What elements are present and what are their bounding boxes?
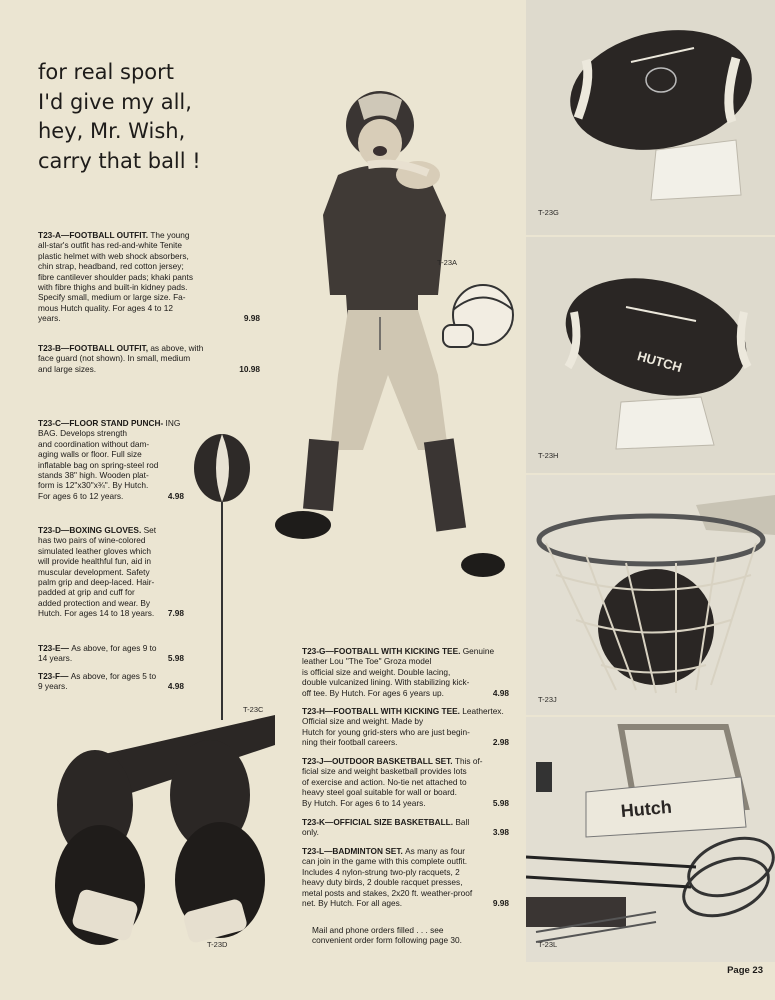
item-body-text: As above, for ages 5 to (70, 671, 157, 681)
description-line (38, 343, 260, 353)
description-line (302, 727, 509, 737)
item-body-text: 9 years. (38, 681, 68, 692)
description-line (38, 535, 184, 545)
description-line (302, 827, 509, 837)
item-t23k (302, 817, 509, 838)
item-body-text: has two pairs of wine-colored (38, 535, 146, 546)
item-body-text: face guard (not shown). In small, medium (38, 353, 191, 364)
item-body-text: will provide healthful fun, aid in (38, 556, 151, 567)
item-body-text: with fibre thighs and built-in kidney pads. (38, 282, 188, 293)
item-price: 10.98 (239, 363, 260, 374)
item-body-text: Specify small, medium or large size. Fa- (38, 292, 186, 303)
item-t23d (38, 525, 184, 619)
item-body-text: years. (38, 313, 61, 324)
description-line (38, 230, 260, 240)
description-line (302, 737, 509, 747)
item-t23b (38, 343, 260, 374)
item-body-text: As above, for ages 9 to (71, 643, 157, 653)
item-body-text: can join in the game with this complete outfit. (302, 856, 468, 867)
description-line (302, 688, 509, 698)
description-line (302, 756, 509, 766)
item-title: T23-F— (38, 671, 71, 681)
basketball-set-photo (526, 475, 775, 715)
item-title: T23-C—FLOOR STAND PUNCH- (38, 418, 166, 428)
item-t23l (302, 846, 509, 908)
item-price: 9.98 (243, 313, 260, 324)
item-body-text: padded at grip and cuff for (38, 587, 135, 598)
headline-line-2: I'd give my all, (38, 89, 192, 114)
item-price: 7.98 (167, 608, 184, 619)
description-line (38, 449, 184, 459)
item-title: T23-G—FOOTBALL WITH KICKING TEE. (302, 646, 463, 656)
item-title: T23-E— (38, 643, 72, 653)
description-line (302, 817, 509, 827)
item-price: 4.98 (167, 490, 184, 501)
description-line (38, 353, 260, 363)
item-body-text: By Hutch. For ages 6 to 14 years. (302, 797, 426, 808)
helmet-sketch-icon (443, 285, 513, 347)
item-body-text: metal posts and stakes, 2x20 ft. weather-proof (302, 887, 473, 898)
football-tee-photo-g (526, 0, 775, 235)
item-body-text: For ages 6 to 12 years. (38, 490, 124, 501)
item-body-text: As many as four (405, 846, 466, 856)
description-line (302, 867, 509, 877)
label-t23h: T-23H (538, 451, 559, 460)
item-price: 4.98 (492, 687, 509, 698)
item-price: 5.98 (167, 653, 184, 664)
item-t23j (302, 756, 509, 808)
item-title: T23-A—FOOTBALL OUTFIT. (38, 230, 151, 240)
football-player-image (268, 85, 518, 595)
description-line (302, 667, 509, 677)
order-note-line-2: convenient order form following page 30. (312, 935, 462, 946)
item-title: T23-D—BOXING GLOVES. (38, 525, 144, 535)
item-price: 9.98 (492, 898, 509, 909)
item-price: 5.98 (492, 797, 509, 808)
description-line (302, 677, 509, 687)
label-t23j: T-23J (538, 695, 557, 704)
item-body-text: all-star's outfit has red-and-white Tenite (38, 240, 182, 251)
item-body-text: form is 12"x30"x¾". By Hutch. (38, 480, 149, 491)
item-t23e (38, 643, 184, 664)
item-body-text: Leathertex. Official size and weight. Made by (302, 706, 504, 727)
item-body-text: mous Hutch quality. For ages 4 to 12 (38, 302, 173, 313)
order-note (312, 925, 512, 946)
label-t23l: T-23L (538, 940, 558, 949)
item-body-text: fibre cantilever shoulder pads; khaki pants (38, 271, 193, 282)
item-body-text: ficial size and weight basketball provides lots (302, 766, 467, 777)
description-line (38, 460, 184, 470)
item-body-text: and coordination without dam- (38, 438, 150, 449)
description-line (38, 251, 260, 261)
item-body-text: added protection and wear. By (38, 597, 151, 608)
item-body-text: 14 years. (38, 653, 73, 664)
order-note-line-1: Mail and phone orders filled . . . see (312, 925, 444, 935)
description-line (302, 846, 509, 856)
item-body-text: aging walls or floor. Full size (38, 449, 142, 460)
description-line (302, 888, 509, 898)
item-body-text: heavy duty birds, 2 double racquet presses, (302, 877, 463, 888)
item-body-text: as above, with (150, 343, 204, 353)
headline (38, 58, 298, 176)
item-body-text: Ball (455, 817, 470, 827)
label-t23d: T-23D (207, 940, 228, 949)
description-line (302, 777, 509, 787)
item-t23c (38, 418, 184, 501)
description-line (302, 646, 509, 667)
punching-bag-image (190, 430, 260, 730)
item-price: 2.98 (492, 737, 509, 748)
item-title: T23-J—OUTDOOR BASKETBALL SET. (302, 756, 455, 766)
item-body-text: palm grip and deep-laced. Hair- (38, 577, 155, 588)
description-line (38, 303, 260, 313)
item-body-text: Genuine leather Lou "The Toe" Groza model (302, 646, 495, 667)
item-body-text: This of- (454, 756, 483, 766)
box-brand-text: Hutch (619, 796, 673, 822)
item-t23g (302, 646, 509, 698)
item-body-text: ING BAG. Develops strength (38, 418, 181, 439)
description-line (38, 525, 184, 535)
description-line (38, 364, 260, 374)
description-line (302, 798, 509, 808)
description-line (38, 240, 260, 250)
ball-brand-text: HUTCH (635, 348, 684, 376)
item-body-text: muscular development. Safety (38, 566, 150, 577)
label-t23g: T-23G (538, 208, 559, 217)
item-body-text: The young (150, 230, 190, 240)
description-line (38, 292, 260, 302)
headline-line-4: carry that ball ! (38, 148, 201, 173)
item-body-text: ning their football careers. (302, 737, 398, 748)
item-body-text: net. By Hutch. For all ages. (302, 898, 403, 909)
item-body-text: of exercise and action. No-tie net attached to (302, 776, 467, 787)
description-line (302, 856, 509, 866)
description-line (38, 439, 184, 449)
item-body-text: simulated leather gloves which (38, 545, 151, 556)
label-t23c: T-23C (243, 705, 264, 714)
description-line (38, 681, 184, 691)
description-line (38, 577, 184, 587)
headline-line-3: hey, Mr. Wish, (38, 119, 186, 143)
headline-line-1: for real sport (38, 60, 175, 84)
item-title: T23-L—BADMINTON SET. (302, 846, 406, 856)
item-body-text: is official size and weight. Double lacing, (302, 666, 451, 677)
item-body-text: stands 38" high. Wooden plat- (38, 470, 149, 481)
item-title: T23-K—OFFICIAL SIZE BASKETBALL. (302, 817, 456, 827)
description-line (38, 261, 260, 271)
description-line (38, 567, 184, 577)
description-line (38, 480, 184, 490)
description-line (38, 643, 184, 653)
description-line (38, 587, 184, 597)
page-number: Page 23 (727, 965, 763, 976)
description-line (38, 671, 184, 681)
description-line (38, 282, 260, 292)
description-line (302, 766, 509, 776)
description-line (38, 418, 184, 439)
item-body-text: chin strap, headband, red cotton jersey; (38, 261, 184, 272)
description-line (302, 787, 509, 797)
item-title: T23-B—FOOTBALL OUTFIT, (38, 343, 151, 353)
description-line (302, 706, 509, 727)
description-line (38, 608, 184, 618)
description-line (38, 272, 260, 282)
description-line (38, 598, 184, 608)
football-tee-photo-h (526, 237, 775, 473)
item-body-text: Hutch for young grid-sters who are just begin- (302, 726, 470, 737)
item-t23f (38, 671, 184, 692)
item-price: 3.98 (492, 827, 509, 838)
item-body-text: double vulcanized lining. With stabilizing kick- (302, 677, 470, 688)
item-price: 4.98 (167, 681, 184, 692)
description-line (302, 898, 509, 908)
item-body-text: Hutch. For ages 14 to 18 years. (38, 608, 155, 619)
item-body-text: inflatable bag on spring-steel rod (38, 459, 159, 470)
description-line (38, 546, 184, 556)
label-t23a: T-23A (437, 258, 458, 267)
product-photo-column (526, 0, 775, 1000)
item-body-text: off tee. By Hutch. For ages 6 years up. (302, 687, 444, 698)
item-t23a (38, 230, 260, 324)
item-body-text: plastic helmet with web shock absorbers, (38, 250, 189, 261)
item-title: T23-H—FOOTBALL WITH KICKING TEE. (302, 706, 463, 716)
item-body-text: Includes 4 nylon-strung two-ply racquets, 2 (302, 866, 460, 877)
item-body-text: heavy steel goal suitable for wall or board. (302, 787, 457, 798)
item-body-text: and large sizes. (38, 363, 97, 374)
description-line (38, 556, 184, 566)
item-body-text: only. (302, 827, 319, 838)
item-body-text: Set (143, 525, 157, 535)
item-t23h (302, 706, 509, 748)
description-line (38, 653, 184, 663)
badminton-set-photo (526, 717, 775, 962)
description-line (38, 491, 184, 501)
description-line (302, 877, 509, 887)
description-line (38, 313, 260, 323)
description-line (38, 470, 184, 480)
boxing-gloves-image (20, 705, 285, 970)
